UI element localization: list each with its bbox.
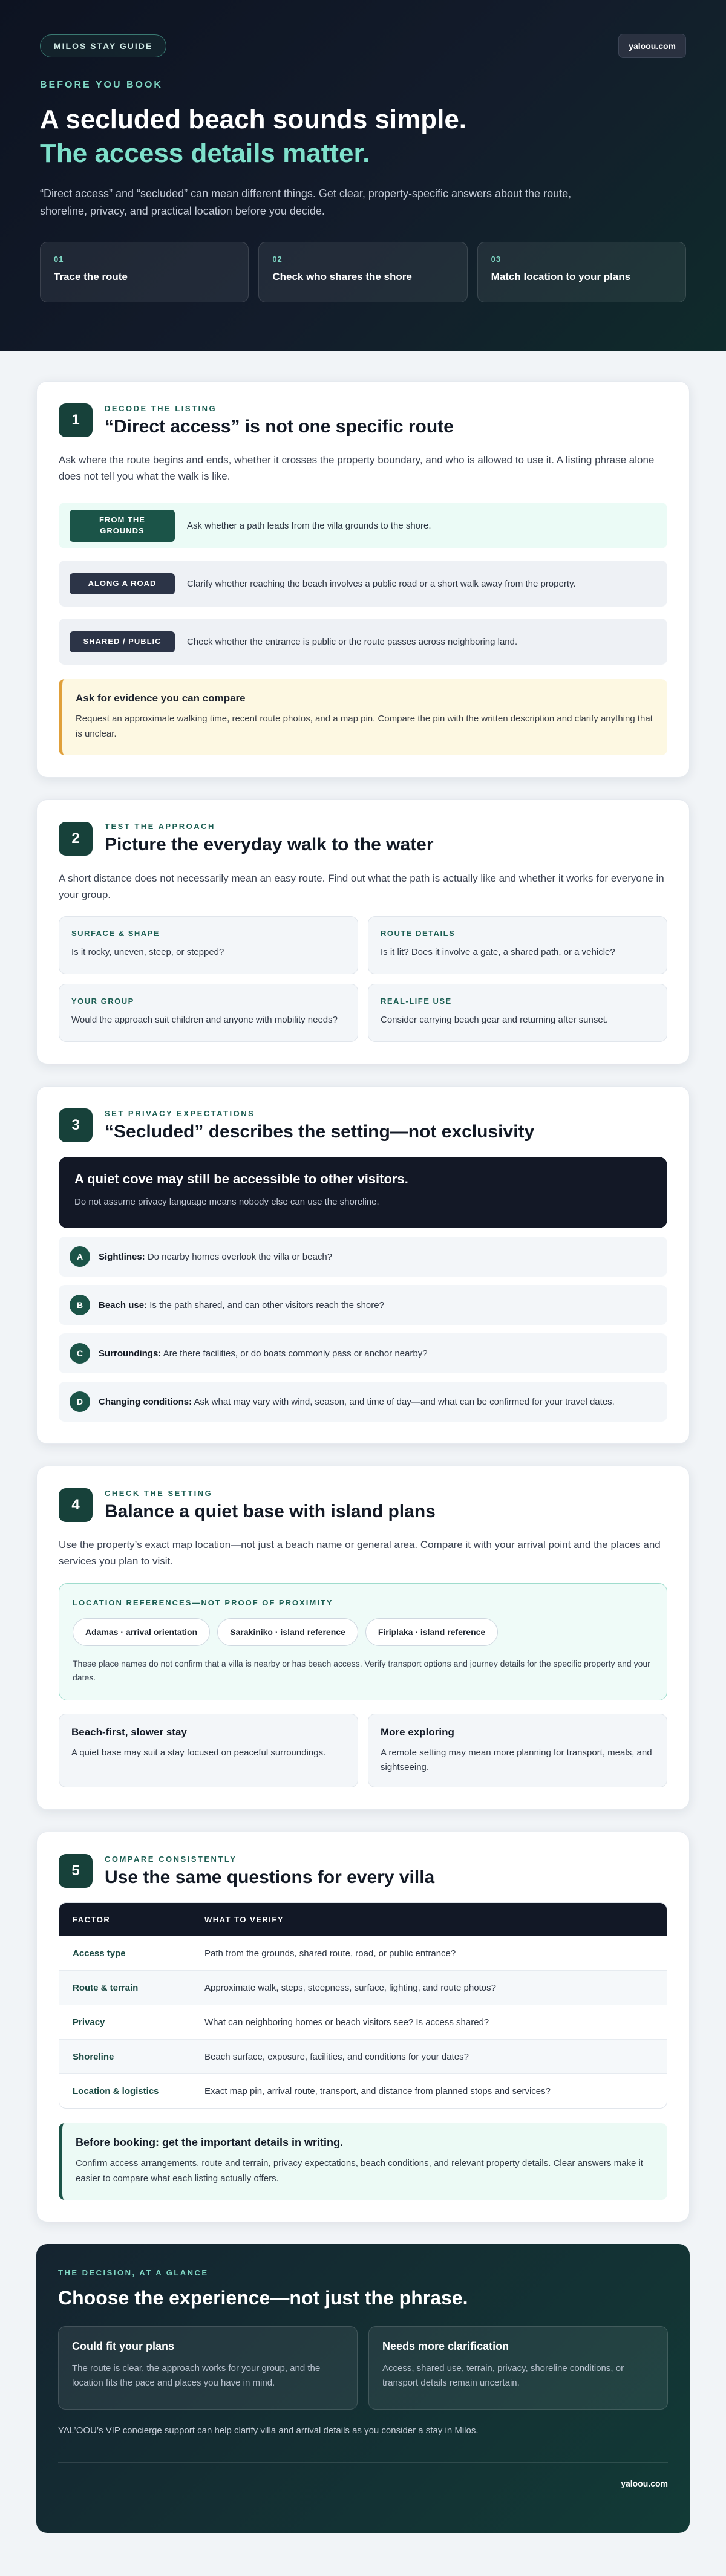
route-chip: FROM THE GROUNDS bbox=[70, 510, 175, 542]
decision-grid bbox=[58, 2326, 668, 2410]
privacy-item bbox=[59, 1285, 667, 1325]
hero-steps bbox=[40, 242, 686, 302]
column-header-verify: WHAT TO VERIFY bbox=[204, 1914, 284, 1924]
section-title: Balance a quiet base with island plans bbox=[105, 1501, 436, 1521]
box-heading: More exploring bbox=[381, 1726, 454, 1738]
table-row bbox=[59, 2073, 667, 2108]
location-pill: Adamas · arrival orientation bbox=[73, 1618, 210, 1646]
item-label: Surroundings: bbox=[99, 1348, 162, 1359]
route-row bbox=[59, 619, 667, 665]
factor-cell: Shoreline bbox=[73, 2051, 114, 2062]
concierge-note: YAL’OOU’s VIP concierge support can help clarify villa and arrival details as you consider a stay in Milos. bbox=[58, 2425, 479, 2436]
privacy-item bbox=[59, 1237, 667, 1277]
item-detail: Ask what may vary with wind, season, and time of day—and what can be confirmed for your travel dates. bbox=[192, 1396, 615, 1407]
hero-step bbox=[477, 242, 686, 302]
hero-top-bar bbox=[40, 34, 686, 58]
location-pill: Firiplaka · island reference bbox=[365, 1618, 498, 1646]
item-letter: A bbox=[70, 1246, 90, 1267]
item-label: Changing conditions: bbox=[99, 1396, 192, 1407]
box-heading: Needs more clarification bbox=[382, 2340, 509, 2352]
factor-cell: Privacy bbox=[73, 2017, 105, 2028]
location-note: These place names do not confirm that a villa is nearby or has beach access. Verify transport options and journey details for the specific property and your dates. bbox=[73, 1658, 650, 1683]
domain-link[interactable]: yaloou.com bbox=[618, 34, 686, 58]
box-text: Consider carrying beach gear and returning after sunset. bbox=[381, 1015, 609, 1026]
item-letter: D bbox=[70, 1391, 90, 1412]
section-title: Use the same questions for every villa bbox=[105, 1867, 435, 1887]
box-heading: SURFACE & SHAPE bbox=[71, 929, 160, 938]
footer-link[interactable]: yaloou.com bbox=[58, 2462, 668, 2488]
section-number: 5 bbox=[59, 1854, 93, 1888]
box-text: The route is clear, the approach works for your group, and the location fits the pace and places you have in mind. bbox=[72, 2363, 321, 2388]
location-heading: LOCATION REFERENCES—NOT PROOF OF PROXIMITY bbox=[73, 1598, 333, 1607]
box-text: Is it lit? Does it involve a gate, a shared path, or a vehicle? bbox=[381, 947, 615, 958]
factor-cell: Route & terrain bbox=[73, 1982, 139, 1993]
section-eyebrow: SET PRIVACY EXPECTATIONS bbox=[105, 1108, 255, 1118]
route-row bbox=[59, 561, 667, 607]
decision-box bbox=[368, 2326, 668, 2410]
section-number: 4 bbox=[59, 1488, 93, 1522]
section-compare bbox=[36, 1832, 690, 2222]
route-description: Ask whether a path leads from the villa grounds to the shore. bbox=[187, 520, 431, 531]
decision-box bbox=[58, 2326, 358, 2410]
item-detail: Is the path shared, and can other visitors reach the shore? bbox=[147, 1299, 384, 1310]
item-text bbox=[99, 1300, 384, 1310]
guide-badge: MILOS STAY GUIDE bbox=[40, 34, 166, 57]
setting-box bbox=[59, 1714, 358, 1787]
column-header-factor: FACTOR bbox=[73, 1914, 111, 1924]
factor-cell: Access type bbox=[73, 1948, 126, 1959]
section-privacy bbox=[36, 1086, 690, 1444]
approach-box bbox=[368, 984, 667, 1042]
hero-step-label: Match location to your plans bbox=[491, 270, 631, 282]
table-header bbox=[59, 1903, 667, 1936]
decision-title: Choose the experience—not just the phrase. bbox=[58, 2286, 468, 2309]
hero bbox=[0, 0, 726, 351]
privacy-item bbox=[59, 1333, 667, 1373]
section-header bbox=[59, 1854, 667, 1888]
verify-cell: Beach surface, exposure, facilities, and conditions for your dates? bbox=[204, 2051, 469, 2062]
route-chip: SHARED / PUBLIC bbox=[70, 631, 175, 652]
section-eyebrow: TEST THE APPROACH bbox=[105, 822, 215, 831]
callout-title: Ask for evidence you can compare bbox=[76, 692, 246, 704]
item-label: Beach use: bbox=[99, 1299, 148, 1310]
section-header bbox=[59, 1488, 667, 1522]
section-eyebrow: DECODE THE LISTING bbox=[105, 403, 217, 413]
item-text bbox=[99, 1252, 332, 1262]
comparison-table bbox=[59, 1902, 667, 2109]
approach-grid bbox=[59, 916, 667, 1042]
box-heading: REAL-LIFE USE bbox=[381, 997, 452, 1006]
box-text: Is it rocky, uneven, steep, or stepped? bbox=[71, 947, 224, 958]
privacy-item bbox=[59, 1382, 667, 1422]
setting-grid bbox=[59, 1714, 667, 1787]
route-row bbox=[59, 503, 667, 548]
banner-title: A quiet cove may still be accessible to other visitors. bbox=[74, 1171, 408, 1187]
box-text: A remote setting may mean more planning for transport, meals, and sightseeing. bbox=[381, 1748, 652, 1773]
callout-title: Before booking: get the important details in writing. bbox=[76, 2136, 344, 2149]
location-references bbox=[59, 1583, 667, 1701]
table-row bbox=[59, 1936, 667, 1970]
box-heading: Beach-first, slower stay bbox=[71, 1726, 187, 1738]
hero-step-number: 01 bbox=[54, 254, 64, 264]
route-description: Check whether the entrance is public or the route passes across neighboring land. bbox=[187, 636, 518, 647]
section-number: 1 bbox=[59, 403, 93, 437]
hero-title: A secluded beach sounds simple. bbox=[40, 105, 467, 134]
section-title: Picture the everyday walk to the water bbox=[105, 834, 434, 855]
item-label: Sightlines: bbox=[99, 1251, 145, 1262]
hero-intro: “Direct access” and “secluded” can mean different things. Get clear, property-specific answers about the route, shoreline, privacy, and practical location before you decide. bbox=[40, 187, 572, 217]
section-header bbox=[59, 822, 667, 856]
verify-cell: Approximate walk, steps, steepness, surface, lighting, and route photos? bbox=[204, 1982, 496, 1993]
hero-step-number: 03 bbox=[491, 254, 502, 264]
item-text bbox=[99, 1348, 428, 1359]
decision-eyebrow: THE DECISION, AT A GLANCE bbox=[58, 2268, 209, 2277]
box-text: Would the approach suit children and anyone with mobility needs? bbox=[71, 1015, 338, 1026]
decision-panel bbox=[36, 2244, 690, 2533]
box-heading: ROUTE DETAILS bbox=[381, 929, 456, 938]
section-title: “Direct access” is not one specific route bbox=[105, 416, 454, 437]
hero-eyebrow: BEFORE YOU BOOK bbox=[40, 80, 163, 90]
banner-text: Do not assume privacy language means nobody else can use the shoreline. bbox=[74, 1197, 379, 1208]
table-row bbox=[59, 2005, 667, 2039]
approach-box bbox=[59, 984, 358, 1042]
setting-box bbox=[368, 1714, 667, 1787]
section-intro: A short distance does not necessarily mean an easy route. Find out what the path is actually like and whether it works for everyone in your group. bbox=[59, 872, 664, 901]
approach-box bbox=[59, 916, 358, 974]
section-header bbox=[59, 403, 667, 437]
hero-step-label: Trace the route bbox=[54, 270, 128, 282]
section-setting bbox=[36, 1466, 690, 1810]
section-intro: Ask where the route begins and ends, whether it crosses the property boundary, and who is allowed to use it. A listing phrase alone does not tell you what the walk is like. bbox=[59, 454, 655, 483]
route-chip: ALONG A ROAD bbox=[70, 573, 175, 594]
section-eyebrow: CHECK THE SETTING bbox=[105, 1488, 213, 1498]
factor-cell: Location & logistics bbox=[73, 2086, 159, 2096]
approach-box bbox=[368, 916, 667, 974]
callout-text: Confirm access arrangements, route and terrain, privacy expectations, beach conditions, and relevant property details. Clear answers make it easier to compare what each listing actually offers. bbox=[76, 2158, 643, 2184]
box-text: A quiet base may suit a stay focused on peaceful surroundings. bbox=[71, 1748, 326, 1758]
hero-subtitle: The access details matter. bbox=[40, 138, 370, 168]
section-test-approach bbox=[36, 799, 690, 1064]
hero-step-number: 02 bbox=[272, 254, 283, 264]
table-row bbox=[59, 2039, 667, 2073]
section-number: 3 bbox=[59, 1108, 93, 1142]
box-text: Access, shared use, terrain, privacy, shoreline conditions, or transport details remain uncertain. bbox=[382, 2363, 624, 2388]
privacy-banner bbox=[59, 1157, 667, 1228]
verify-cell: Path from the grounds, shared route, road, or public entrance? bbox=[204, 1948, 456, 1959]
item-detail: Are there facilities, or do boats commonly pass or anchor nearby? bbox=[161, 1348, 428, 1359]
location-pills bbox=[73, 1618, 653, 1646]
hero-step-label: Check who shares the shore bbox=[272, 270, 412, 282]
callout-text: Request an approximate walking time, recent route photos, and a map pin. Compare the pin with the written description and clarify anything that is unclear. bbox=[76, 714, 653, 740]
section-intro: Use the property’s exact map location—not just a beach name or general area. Compare it with your arrival point and the places and services you plan to visit. bbox=[59, 1539, 661, 1567]
route-description: Clarify whether reaching the beach involves a public road or a short walk away from the property. bbox=[187, 578, 576, 589]
box-heading: YOUR GROUP bbox=[71, 997, 134, 1006]
section-decode-listing bbox=[36, 381, 690, 778]
hero-step bbox=[258, 242, 467, 302]
booking-callout bbox=[59, 2123, 667, 2200]
section-header bbox=[59, 1108, 667, 1142]
verify-cell: Exact map pin, arrival route, transport, and distance from planned stops and services? bbox=[204, 2086, 551, 2096]
verify-cell: What can neighboring homes or beach visitors see? Is access shared? bbox=[204, 2017, 489, 2028]
hero-step bbox=[40, 242, 249, 302]
evidence-callout bbox=[59, 679, 667, 755]
main-content bbox=[0, 351, 726, 2222]
section-title: “Secluded” describes the setting—not exclusivity bbox=[105, 1121, 535, 1142]
table-row bbox=[59, 1970, 667, 2005]
item-letter: B bbox=[70, 1295, 90, 1315]
section-number: 2 bbox=[59, 822, 93, 856]
item-letter: C bbox=[70, 1343, 90, 1364]
box-heading: Could fit your plans bbox=[72, 2340, 174, 2352]
section-eyebrow: COMPARE CONSISTENTLY bbox=[105, 1854, 237, 1864]
item-text bbox=[99, 1397, 615, 1407]
item-detail: Do nearby homes overlook the villa or beach? bbox=[145, 1251, 333, 1262]
location-pill: Sarakiniko · island reference bbox=[217, 1618, 358, 1646]
